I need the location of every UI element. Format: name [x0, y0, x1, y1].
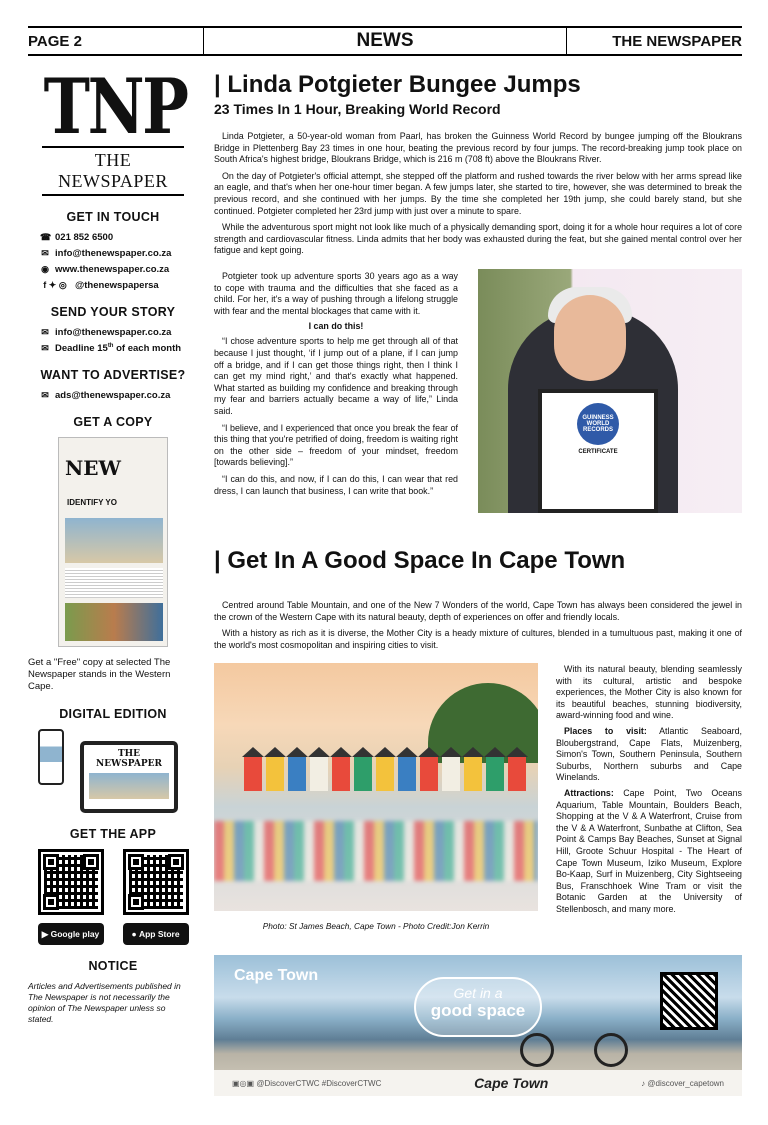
article-cape-town-intro — [214, 595, 742, 651]
paragraph: Centred around Table Mountain, and one of the New 7 Wonders of the world, Cape Town has always been considered the jewel in the crown of the Western Cape with its natural beauty, depth of experiences on offer and friendly locals. — [214, 600, 742, 622]
apple-icon: ● — [131, 929, 139, 940]
notice-text: Articles and Advertisements published in The Newspaper is not necessarily the opinion of The Newspaper unless so stated. — [28, 981, 181, 1025]
mail-icon: ✉ — [41, 248, 49, 258]
article-subtitle: 23 Times In 1 Hour, Breaking World Record — [214, 101, 501, 117]
deadline-line — [40, 343, 198, 354]
tablet-photo — [89, 773, 169, 799]
certificate — [538, 389, 658, 513]
ad-qr-code[interactable] — [660, 972, 718, 1030]
play-icon: ▶ — [41, 928, 51, 939]
beach-hut — [244, 757, 262, 791]
digital-edition-image[interactable] — [28, 729, 198, 813]
attractions-paragraph: Attractions: Cape Point, Two Oceans Aquarium, Table Mountain, Boulders Beach, Shopping at the V & A Waterfront, Cruise from the V & A Waterfront, Sunbathe at Clifton, Sea Point & Camps Bay Beaches, Sunset at Signal Hill, Groote Schuur Hospital - The Heart of Cape Town Museum, Iziko Museum, Explore Bo-Kaap, Surf in Muizenberg, City Sightseeing Bus, Franschhoek Wine Tram or visit the Botanic Garden at the University of Stellenbosch, and many more. — [556, 787, 742, 914]
ad-logo: Cape Town — [474, 1075, 549, 1091]
get-copy-heading: GET A COPY — [73, 415, 153, 430]
send-story-heading: SEND YOUR STORY — [50, 305, 176, 319]
beach-hut — [508, 757, 526, 791]
ad-footer — [214, 1070, 742, 1096]
logo-name: THE NEWSPAPER — [42, 146, 184, 196]
cover-text-lines — [65, 568, 163, 598]
digital-edition-heading: DIGITAL EDITION — [59, 707, 167, 722]
beach-huts-photo — [214, 663, 538, 911]
website: www.thenewspaper.co.za — [55, 264, 170, 275]
issue-cover-image — [58, 437, 168, 647]
mail-icon: ✉ — [41, 343, 49, 354]
ads-email-line[interactable] — [40, 390, 198, 401]
article-cape-town-column — [556, 664, 742, 915]
story-email-line[interactable] — [40, 327, 198, 338]
qr-codes — [28, 849, 198, 915]
app-badges — [28, 923, 198, 945]
qr-code-ios[interactable] — [123, 849, 189, 915]
bike-wheel — [520, 1033, 554, 1067]
tiktok-icon: ♪ — [641, 1078, 648, 1088]
beach-hut — [486, 757, 504, 791]
sidebar — [28, 62, 198, 1025]
bike-wheel — [594, 1033, 628, 1067]
cape-town-advert[interactable] — [214, 955, 742, 1096]
qr-code-android[interactable] — [38, 849, 104, 915]
logo — [28, 62, 198, 196]
app-store-badge[interactable]: ● App Store — [123, 923, 189, 945]
social-icons: ▣◎▣ — [232, 1078, 257, 1088]
beach-hut — [332, 757, 350, 791]
mail-icon: ✉ — [41, 390, 49, 401]
social-handle: @thenewspapersa — [75, 280, 159, 291]
story-email: info@thenewspaper.co.za — [55, 327, 172, 338]
linda-photo — [478, 269, 742, 513]
beach-hut — [398, 757, 416, 791]
web-line[interactable] — [40, 264, 198, 275]
paragraph: “I believe, and I experienced that once you break the fear of this thing that you're petrified of doing, freedom is waiting right on the other side – freedom of your mindset, freedom [towards believing].” — [214, 422, 458, 468]
page-header — [28, 26, 742, 56]
logo-tnp: TNP — [43, 62, 187, 151]
beach-hut — [442, 757, 460, 791]
get-in-touch-heading: GET IN TOUCH — [66, 210, 160, 224]
google-play-badge[interactable]: ▶ Google play — [38, 923, 104, 945]
beach-hut — [354, 757, 372, 791]
cover-ad — [65, 603, 163, 641]
beach-hut — [266, 757, 284, 791]
paragraph: Linda Potgieter, a 50-year-old woman from Paarl, has broken the Guinness World Record by bungee jumping off the Bloukrans Bridge in Plettenberg Bay 23 times in one hour, beating the previous record by four jumps. The record-breaking jump took place on South Africa's highest bridge, Bloukrans Bridge, which is 216 m (708 ft) above the Bloukrans River. — [214, 131, 742, 165]
deadline: Deadline 15th of each month — [55, 343, 182, 355]
paragraph: With a history as rich as it is diverse, the Mother City is a heady mixture of cultures, blended in a tumultuous past, making it one of the world's most cosmopolitan and inspiring cities to visit. — [214, 628, 742, 650]
page-number: PAGE 2 — [28, 32, 82, 50]
tablet-title: THE NEWSPAPER — [96, 749, 162, 770]
person-face — [554, 295, 626, 381]
phone-line[interactable] — [40, 232, 198, 243]
cover-photo — [65, 518, 163, 563]
beach-hut — [310, 757, 328, 791]
certificate-title: CERTIFICATE — [578, 449, 618, 455]
ad-handle: ♪ @discover_capetown — [641, 1078, 724, 1088]
email-line[interactable] — [40, 248, 198, 259]
ads-email: ads@thenewspaper.co.za — [55, 390, 171, 402]
issue-title: NEW — [65, 456, 121, 481]
subheading: I can do this! — [308, 321, 364, 332]
article-bungee-column — [214, 266, 458, 497]
paragraph: Potgieter took up adventure sports 30 years ago as a way to cope with trauma and the difficulties that she faced as a child. For her, it's a way of pushing through a lifelong struggle with fear and the mental blockages that came with it. — [214, 271, 458, 316]
issue-headline: IDENTIFY YO — [67, 498, 117, 508]
section-title: NEWS — [356, 30, 414, 51]
paragraph: “I can do this, and now, if I can do this, I can wear that red dress, I can launch that business, I can write that book.” — [214, 473, 458, 496]
paragraph: With its natural beauty, blending seamlessly with its cultural, artistic and bespoke experiences, the Mother City is also known for its beautiful beaches, stunning biodiversity, award-winning food and wine. — [556, 664, 742, 721]
phone-device — [38, 729, 64, 785]
ad-social: ▣◎▣ @DiscoverCTWC #DiscoverCTWC — [232, 1078, 382, 1088]
paragraph: On the day of Potgieter's official attempt, she stepped off the platform and rushed towards the river below with her arms spread like an eagle, and that's when her one-hour timer began. A few jumps later, she started to tire, however, she was determined to break the previous record, and she continued with her jumps. By the time she completed her 19th jump, she could barely stand, but she continued. Potgieter completed her 23rd jump with just over a minute to spare. — [214, 170, 742, 216]
get-copy-text: Get a "Free" copy at selected The Newspaper stands in the Western Cape. — [28, 657, 171, 693]
advertise-heading: WANT TO ADVERTISE? — [40, 368, 186, 383]
beach-hut — [420, 757, 438, 791]
beach-hut — [288, 757, 306, 791]
beach-hut — [464, 757, 482, 791]
guinness-seal: GUINNESS WORLD RECORDS — [577, 403, 619, 445]
water-reflection — [214, 821, 538, 881]
paragraph: While the adventurous sport might not look like much of a physically demanding sport, doing it for a whole hour requires a lot of core strength and cardiovascular fitness. Linda admits that her body was exhausted during the feat, but she gained mental control over her fatigue and kept going. — [214, 222, 742, 256]
social-line[interactable] — [40, 280, 198, 291]
mail-icon: ✉ — [41, 327, 49, 337]
globe-icon: ◉ — [41, 264, 49, 274]
phone-number: 021 852 6500 — [55, 232, 114, 243]
tablet-device — [80, 741, 178, 813]
notice-heading: NOTICE — [88, 959, 138, 974]
beach-hut — [376, 757, 394, 791]
cyclists-image — [514, 975, 634, 1065]
article-cape-town-title: | Get In A Good Space In Cape Town — [214, 547, 626, 574]
article-title: | Linda Potgieter Bungee Jumps — [214, 71, 581, 98]
ad-city: Cape Town — [234, 967, 319, 984]
paper-name: THE NEWSPAPER — [612, 32, 742, 50]
phone-icon: ☎ — [40, 232, 52, 242]
places-paragraph: Places to visit: Atlantic Seaboard, Bloubergstrand, Cape Flats, Muizenberg, Simon's Town, Southern Peninsula, Southern Suburbs, Northern suburbs and Cape Winelands. — [556, 725, 742, 783]
email-address: info@thenewspaper.co.za — [55, 248, 172, 259]
social-icons: f ✦ ◎ — [43, 280, 67, 290]
article-bungee — [214, 70, 742, 257]
get-app-heading: GET THE APP — [69, 827, 157, 842]
paragraph: “I chose adventure sports to help me get through all of that because I just thought, ‘if I jump out of a plane, if I can jump off a bridge, and if I can get those things right, then I think I can get my mind right,’ and that's exactly what happened. What started as building my confidence and breaking through my fear and barriers actually became a way of life,” Linda said. — [214, 336, 458, 416]
ad-slogan: Get in a good space — [414, 977, 542, 1037]
photo-caption: Photo: St James Beach, Cape Town - Photo Credit:Jon Kerrin — [262, 921, 490, 931]
